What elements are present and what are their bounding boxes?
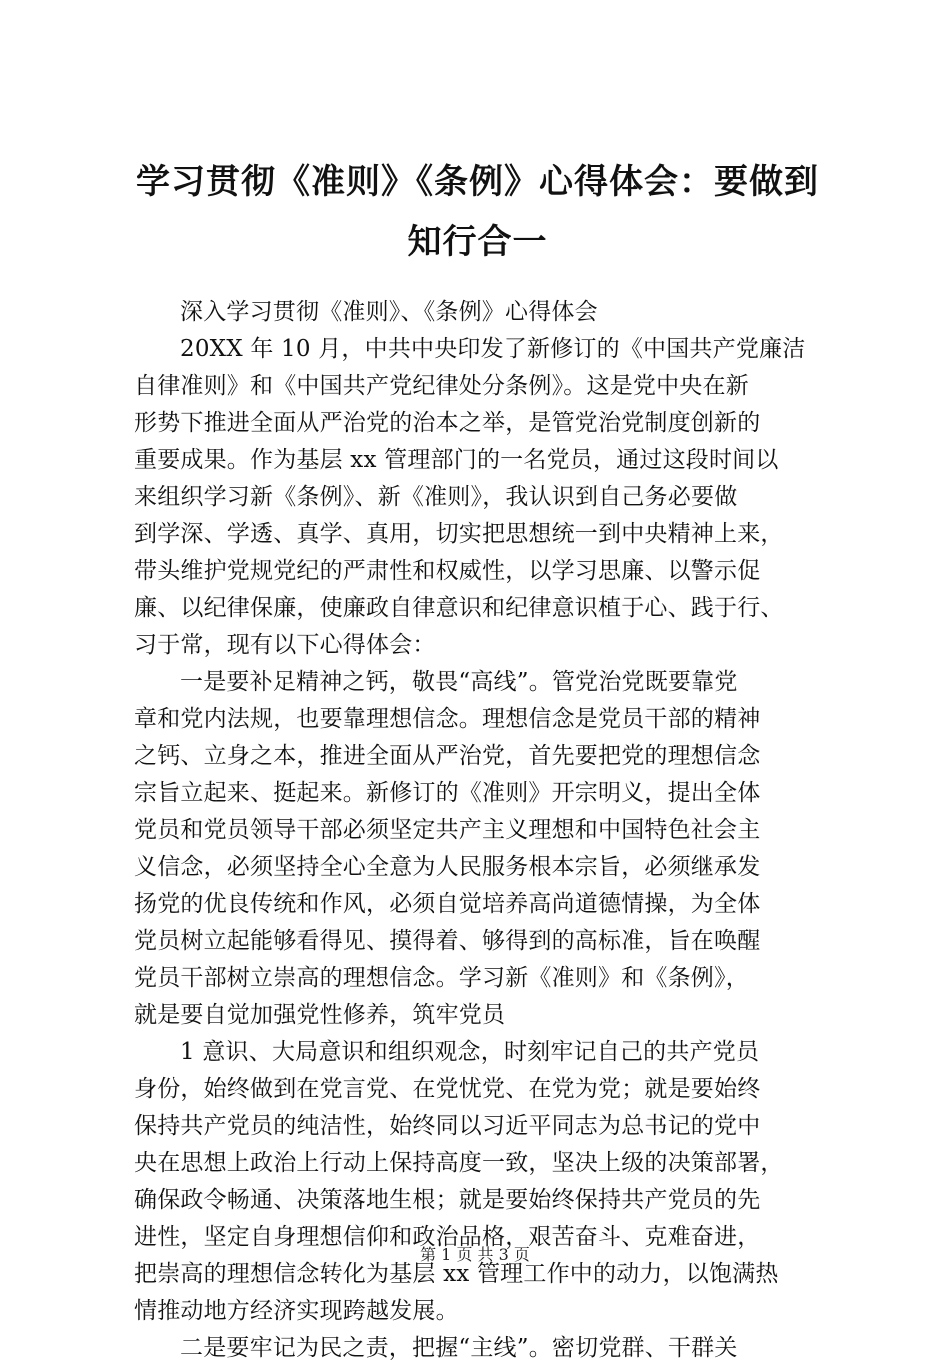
body-line: 一是要补足精神之钙，敬畏“高线”。管党治党既要靠党 [180, 669, 738, 695]
body-line: 情推动地方经济实现跨越发展。 [134, 1298, 459, 1324]
body-line: 把崇高的理想信念转化为基层 xx 管理工作中的动力，以饱满热 [134, 1261, 779, 1287]
body-line: 到学深、学透、真学、真用，切实把思想统一到中央精神上来， [134, 521, 784, 547]
body-line: 重要成果。作为基层 xx 管理部门的一名党员，通过这段时间以 [134, 447, 779, 473]
body-line: 二是要牢记为民之责，把握“主线”。密切党群、干群关 [180, 1335, 738, 1361]
body-line: 央在思想上政治上行动上保持高度一致，坚决上级的决策部署， [134, 1150, 784, 1176]
body-line: 廉、以纪律保廉，使廉政自律意识和纪律意识植于心、践于行、 [134, 595, 784, 621]
page-footer: 第 1 页 共 3 页 [420, 1245, 530, 1264]
document-body [134, 294, 834, 1367]
body-line: 党员干部树立崇高的理想信念。学习新《准则》和《条例》， [134, 965, 749, 991]
body-line: 来组织学习新《条例》、新《准则》，我认识到自己务必要做 [134, 484, 738, 510]
body-line: 宗旨立起来、挺起来。新修订的《准则》开宗明义，提出全体 [134, 780, 761, 806]
body-line: 自律准则》和《中国共产党纪律处分条例》。这是党中央在新 [134, 373, 749, 399]
body-line: 确保政令畅通、决策落地生根；就是要始终保持共产党员的先 [134, 1187, 761, 1213]
body-line: 就是要自觉加强党性修养，筑牢党员 [134, 1002, 506, 1028]
body-line: 党员和党员领导干部必须坚定共产主义理想和中国特色社会主 [134, 817, 761, 843]
body-line: 扬党的优良传统和作风，必须自觉培养高尚道德情操，为全体 [134, 891, 761, 917]
body-line: 带头维护党规党纪的严肃性和权威性，以学习思廉、以警示促 [134, 558, 761, 584]
body-line: 党员树立起能够看得见、摸得着、够得到的高标准，旨在唤醒 [134, 928, 761, 954]
body-line: 习于常，现有以下心得体会： [134, 632, 436, 658]
body-line: 深入学习贯彻《准则》、《条例》心得体会 [180, 299, 598, 325]
body-line: 20XX 年 10 月，中共中央印发了新修订的《中国共产党廉洁 [180, 336, 806, 362]
body-line: 之钙、立身之本，推进全面从严治党，首先要把党的理想信念 [134, 743, 761, 769]
body-line: 保持共产党员的纯洁性，始终同以习近平同志为总书记的党中 [134, 1113, 761, 1139]
document-title-line-2: 知行合一 [407, 222, 548, 262]
body-line: 形势下推进全面从严治党的治本之举，是管党治党制度创新的 [134, 410, 761, 436]
body-line: 身份，始终做到在党言党、在党忧党、在党为党；就是要始终 [134, 1076, 761, 1102]
document-title-line-1: 学习贯彻《准则》《条例》心得体会：要做到 [136, 162, 819, 202]
body-line: 义信念，必须坚持全心全意为人民服务根本宗旨，必须继承发 [134, 854, 761, 880]
body-line: 进性，坚定自身理想信仰和政治品格，艰苦奋斗、克难奋进， [134, 1224, 761, 1250]
body-line: 章和党内法规，也要靠理想信念。理想信念是党员干部的精神 [134, 706, 761, 732]
body-line: 1 意识、大局意识和组织观念，时刻牢记自己的共产党员 [180, 1039, 760, 1065]
